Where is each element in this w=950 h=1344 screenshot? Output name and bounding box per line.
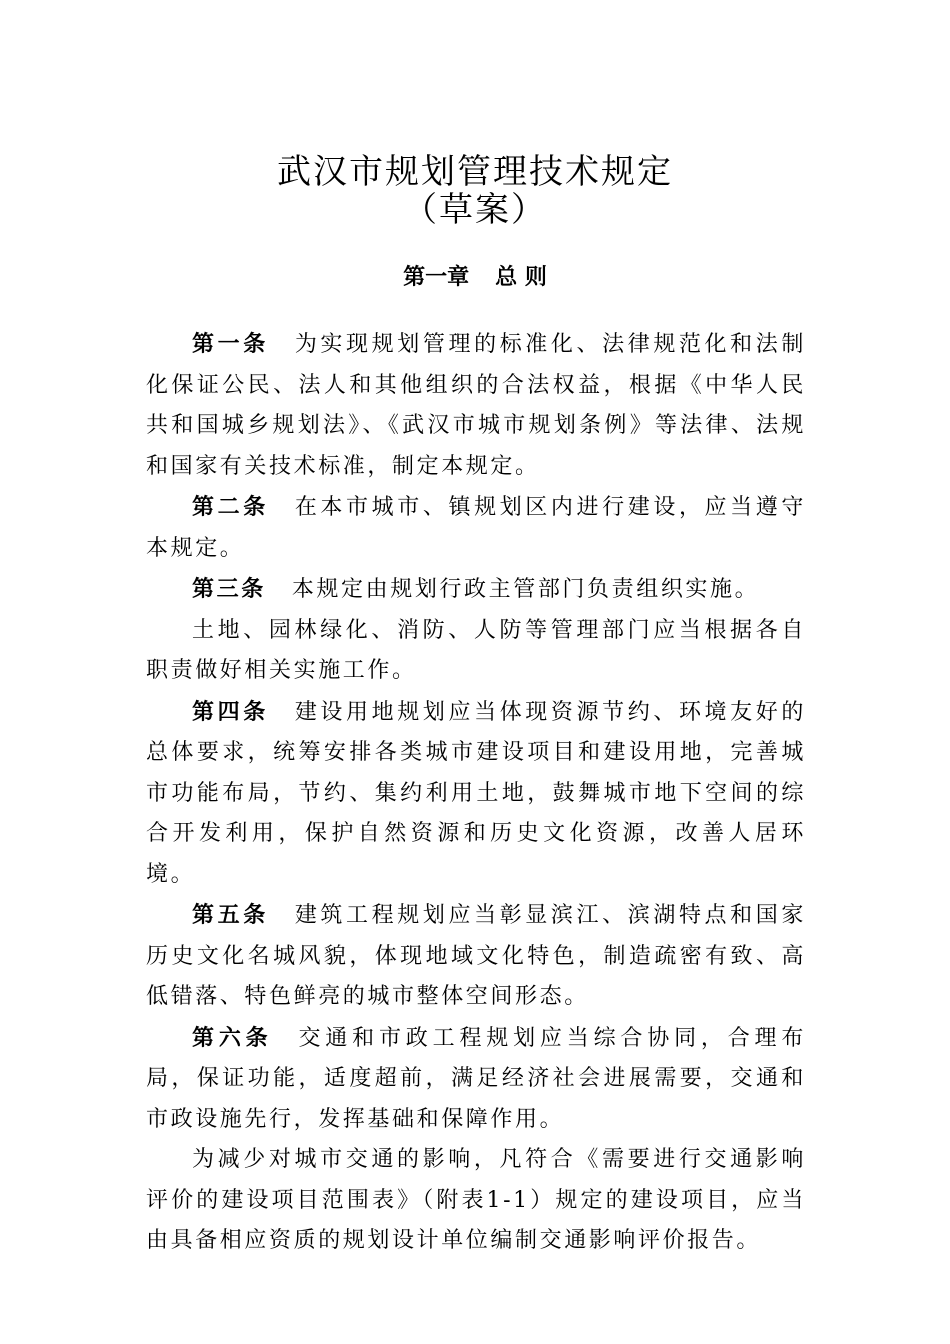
paragraph-text: 为减少对城市交通的影响，凡符合《需要进行交通影响评价的建设项目范围表》（附表1-1）规定的建设项目，应当由具备相应资质的规划设计单位编制交通影响评价报告。 xyxy=(146,1147,806,1253)
paragraph xyxy=(146,487,806,569)
paragraph-text: 在本市城市、镇规划区内进行建设，应当遵守本规定。 xyxy=(146,495,806,561)
article-number: 第二条 xyxy=(192,494,269,520)
paragraph-text: 为实现规划管理的标准化、法律规范化和法制化保证公民、法人和其他组织的合法权益，根据《中华人民共和国城乡规划法》、《武汉市城市规划条例》等法律、法规和国家有关技术标准，制定本规定。 xyxy=(146,332,806,479)
document-title: 武汉市规划管理技术规定 xyxy=(277,152,673,192)
chapter-name: 总 则 xyxy=(495,264,547,290)
paragraph xyxy=(146,1018,806,1141)
paragraph xyxy=(146,611,806,692)
article-number: 第五条 xyxy=(192,902,269,928)
paragraph-text: 本规定由规划行政主管部门负责组织实施。 xyxy=(291,577,760,602)
document-subtitle: （草案） xyxy=(403,190,547,230)
paragraph-text: 建设用地规划应当体现资源节约、环境友好的总体要求，统筹安排各类城市建设项目和建设用地，完善城市功能布局，节约、集约利用土地，鼓舞城市地下空间的综合开发利用，保护自然资源和历史文化资源，改善人居环境。 xyxy=(146,699,806,887)
article-number: 第三条 xyxy=(192,576,266,602)
article-number: 第四条 xyxy=(192,698,269,725)
chapter-heading xyxy=(0,262,950,292)
document-body xyxy=(146,324,806,1262)
paragraph-text: 交通和市政工程规划应当综合协同，合理布局，保证功能，适度超前，满足经济社会进展需要，交通和市政设施先行，发挥基础和保障作用。 xyxy=(146,1025,806,1132)
paragraph-text: 建筑工程规划应当彰显滨江、滨湖特点和国家历史文化名城风貌，体现地域文化特色，制造疏密有致、高低错落、特色鲜亮的城市整体空间形态。 xyxy=(146,903,806,1009)
paragraph xyxy=(146,569,806,611)
article-number: 第一条 xyxy=(192,331,269,357)
article-number: 第六条 xyxy=(192,1024,273,1051)
paragraph xyxy=(146,1140,806,1262)
paragraph xyxy=(146,692,806,896)
paragraph xyxy=(146,324,806,487)
paragraph-text: 土地、园林绿化、消防、人防等管理部门应当根据各自职责做好相关实施工作。 xyxy=(146,617,806,683)
paragraph xyxy=(146,895,806,1018)
chapter-number: 第一章 xyxy=(403,264,470,290)
